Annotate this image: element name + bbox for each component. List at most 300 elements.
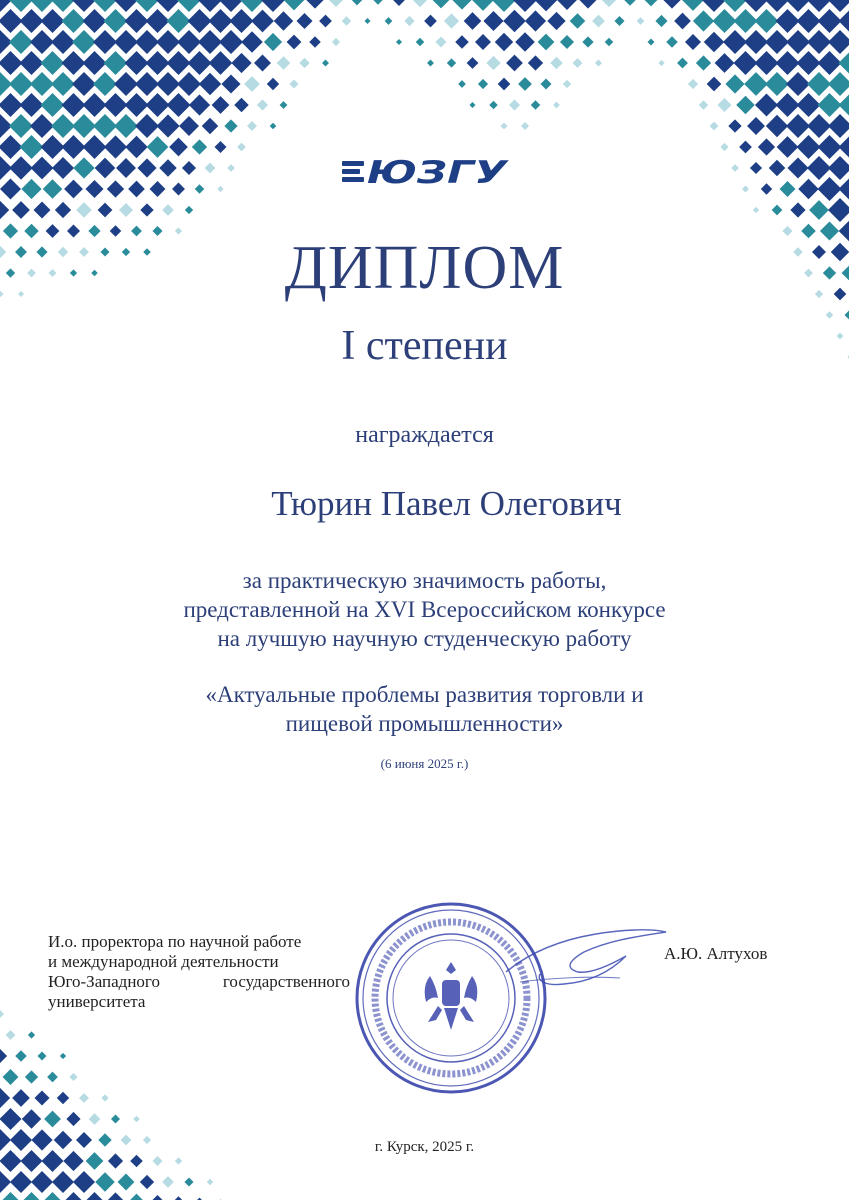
pattern-diamond	[0, 51, 23, 75]
pattern-diamond	[135, 114, 159, 138]
pattern-diamond	[550, 57, 563, 70]
pattern-diamond	[755, 51, 779, 75]
pattern-diamond	[172, 1196, 185, 1200]
pattern-diamond	[707, 77, 722, 92]
pattern-diamond	[21, 1192, 43, 1200]
pattern-diamond	[557, 0, 577, 10]
pattern-diamond	[416, 38, 425, 47]
pattern-diamond	[396, 39, 402, 45]
pattern-diamond	[602, 0, 616, 7]
pattern-diamond	[797, 93, 821, 117]
pattern-diamond	[818, 9, 842, 33]
pattern-diamond	[807, 114, 831, 138]
pattern-diamond	[130, 1155, 143, 1168]
pattern-diamond	[254, 55, 271, 72]
pattern-diamond	[464, 12, 482, 30]
pattern-diamond	[535, 0, 558, 11]
pattern-diamond	[42, 1192, 64, 1200]
pattern-diamond	[786, 72, 810, 96]
pattern-diamond	[257, 99, 268, 110]
pattern-diamond	[34, 1090, 49, 1105]
pattern-diamond	[104, 9, 128, 33]
awarded-label: награждается	[355, 422, 494, 448]
pattern-diamond	[51, 72, 75, 96]
pattern-diamond	[528, 55, 543, 70]
pattern-diamond	[828, 30, 849, 54]
pattern-diamond	[153, 1156, 163, 1166]
pattern-diamond	[452, 0, 471, 10]
pattern-diamond	[486, 56, 500, 70]
place-and-year: г. Курск, 2025 г.	[374, 1139, 475, 1155]
pattern-diamond	[352, 0, 363, 5]
pattern-diamond	[0, 1192, 22, 1200]
pattern-diamond	[51, 114, 75, 138]
pattern-diamond	[287, 35, 302, 50]
pattern-diamond	[447, 58, 456, 67]
pattern-diamond	[495, 33, 513, 51]
logo-stripes	[342, 161, 364, 182]
signature-icon	[500, 912, 670, 1002]
pattern-diamond	[424, 15, 437, 28]
pattern-diamond	[553, 102, 560, 109]
pattern-diamond	[212, 96, 230, 114]
pattern-diamond	[786, 114, 810, 138]
pattern-diamond	[118, 1174, 135, 1191]
pattern-diamond	[807, 30, 831, 54]
pattern-diamond	[573, 58, 583, 68]
pattern-diamond	[10, 1171, 32, 1193]
pattern-diamond	[274, 11, 293, 30]
pattern-diamond	[734, 9, 758, 33]
pattern-diamond	[38, 1052, 47, 1061]
pattern-diamond	[306, 0, 323, 9]
pattern-diamond	[489, 101, 497, 109]
pattern-diamond	[717, 98, 731, 112]
pattern-diamond	[790, 202, 805, 217]
pattern-diamond	[12, 201, 30, 219]
pattern-diamond	[818, 93, 842, 117]
pattern-diamond	[146, 93, 170, 117]
pattern-diamond	[15, 1050, 27, 1062]
pattern-diamond	[595, 59, 602, 66]
pattern-diamond	[525, 10, 546, 31]
award-reason-line: на лучшую научную студенческую работу	[217, 626, 632, 651]
pattern-diamond	[6, 1030, 16, 1040]
pattern-diamond	[776, 93, 800, 117]
pattern-diamond	[299, 58, 309, 68]
pattern-diamond	[219, 0, 243, 12]
pattern-diamond	[76, 202, 92, 218]
recipient-name: Тюрин Павел Олегович	[271, 484, 622, 523]
pattern-diamond	[786, 0, 810, 12]
pattern-diamond	[188, 51, 212, 75]
pattern-diamond	[83, 93, 107, 117]
pattern-diamond	[73, 1171, 95, 1193]
signatory-position-line	[48, 972, 350, 992]
pattern-diamond	[231, 53, 251, 73]
pattern-diamond	[44, 1111, 61, 1128]
pattern-diamond	[828, 72, 849, 96]
pattern-diamond	[93, 30, 117, 54]
pattern-diamond	[66, 1112, 80, 1126]
pattern-diamond	[240, 0, 264, 12]
pattern-diamond	[189, 94, 210, 115]
pattern-diamond	[677, 58, 688, 69]
pattern-diamond	[30, 114, 54, 138]
pattern-diamond	[319, 15, 332, 28]
pattern-diamond	[30, 72, 54, 96]
pattern-diamond	[435, 36, 446, 47]
pattern-diamond	[0, 1108, 22, 1130]
signatory-word: государственного	[222, 972, 350, 991]
pattern-diamond	[592, 15, 605, 28]
pattern-diamond	[202, 118, 219, 135]
pattern-diamond	[766, 115, 788, 137]
coat-of-arms-icon	[425, 962, 478, 1030]
pattern-diamond	[826, 311, 833, 318]
pattern-diamond	[69, 1073, 77, 1081]
pattern-diamond	[413, 0, 427, 7]
pattern-diamond	[93, 114, 117, 138]
pattern-diamond	[63, 1192, 85, 1200]
pattern-diamond	[167, 93, 191, 117]
pattern-diamond	[472, 0, 494, 11]
pattern-diamond	[28, 1031, 35, 1038]
diploma-title: ДИПЛОМ	[284, 234, 565, 302]
pattern-diamond	[167, 51, 191, 75]
pattern-diamond	[234, 98, 248, 112]
pattern-diamond	[786, 30, 810, 54]
pattern-diamond	[25, 1070, 38, 1083]
pattern-diamond	[72, 0, 96, 12]
pattern-diamond	[156, 0, 180, 12]
pattern-diamond	[251, 10, 274, 33]
pattern-diamond	[104, 93, 128, 117]
pattern-diamond	[241, 31, 263, 53]
pattern-diamond	[538, 34, 555, 51]
pattern-diamond	[0, 201, 9, 219]
pattern-diamond	[531, 100, 540, 109]
pattern-diamond	[101, 1094, 108, 1101]
signatory-name: А.Ю. Алтухов	[664, 944, 768, 963]
pattern-diamond	[104, 51, 128, 75]
pattern-diamond	[467, 57, 479, 69]
pattern-diamond	[83, 9, 107, 33]
pattern-diamond	[501, 123, 508, 130]
pattern-diamond	[114, 114, 138, 138]
pattern-diamond	[723, 0, 747, 12]
contest-name-line: пищевой промышленности»	[285, 711, 564, 736]
pattern-diamond	[710, 122, 719, 131]
pattern-diamond	[51, 0, 75, 12]
pattern-diamond	[839, 93, 849, 117]
pattern-diamond	[753, 207, 759, 213]
pattern-diamond	[828, 0, 849, 12]
pattern-diamond	[140, 1175, 154, 1189]
pattern-diamond	[114, 0, 138, 12]
pattern-diamond	[284, 0, 305, 10]
pattern-diamond	[188, 9, 212, 33]
pattern-diamond	[114, 72, 138, 96]
pattern-diamond	[747, 117, 765, 135]
pattern-diamond	[765, 0, 789, 12]
pattern-diamond	[224, 119, 237, 132]
pattern-diamond	[89, 1113, 101, 1125]
pattern-diamond	[515, 32, 535, 52]
pattern-diamond	[0, 1171, 11, 1193]
pattern-diamond	[95, 1172, 114, 1191]
diploma-degree: I степени	[341, 323, 508, 369]
pattern-diamond	[720, 143, 728, 151]
pattern-diamond	[9, 30, 33, 54]
event-date: (6 июня 2025 г.)	[380, 756, 469, 771]
pattern-diamond	[322, 60, 329, 67]
pattern-diamond	[41, 51, 65, 75]
pattern-diamond	[513, 0, 537, 12]
pattern-diamond	[55, 202, 71, 218]
pattern-diamond	[127, 1194, 146, 1200]
pattern-diamond	[30, 0, 54, 12]
pattern-diamond	[47, 1072, 58, 1083]
pattern-diamond	[20, 51, 44, 75]
pattern-diamond	[723, 30, 747, 54]
pattern-diamond	[9, 114, 33, 138]
pattern-diamond	[0, 9, 23, 33]
pattern-diamond	[547, 12, 565, 30]
pattern-diamond	[605, 38, 614, 47]
pattern-diamond	[261, 0, 285, 12]
award-reason-line: представленной на XVI Всероссийском конкурсе	[183, 597, 666, 622]
pattern-diamond	[93, 72, 117, 96]
pattern-diamond	[521, 122, 529, 130]
pattern-diamond	[125, 51, 149, 75]
pattern-diamond	[744, 72, 768, 96]
pattern-diamond	[797, 51, 821, 75]
pattern-diamond	[270, 123, 277, 130]
pattern-diamond	[776, 51, 800, 75]
award-reason	[0, 566, 849, 653]
pattern-diamond	[475, 34, 491, 50]
pattern-diamond	[20, 9, 44, 33]
pattern-diamond	[807, 72, 831, 96]
pattern-diamond	[755, 93, 778, 116]
pattern-diamond	[309, 36, 321, 48]
pattern-diamond	[725, 74, 744, 93]
pattern-diamond	[342, 16, 351, 25]
pattern-diamond	[772, 205, 783, 216]
pattern-diamond	[797, 9, 821, 33]
pattern-diamond	[540, 78, 551, 89]
pattern-diamond	[184, 1177, 193, 1186]
pattern-diamond	[219, 30, 243, 54]
pattern-diamond	[72, 30, 96, 54]
pattern-diamond	[469, 102, 475, 108]
pattern-diamond	[765, 30, 789, 54]
pattern-diamond	[125, 9, 149, 33]
pattern-diamond	[289, 79, 298, 88]
pattern-diamond	[167, 9, 191, 33]
pattern-diamond	[518, 77, 532, 91]
pattern-diamond	[455, 35, 469, 49]
pattern-diamond	[560, 35, 574, 49]
pattern-diamond	[247, 121, 257, 131]
pattern-diamond	[156, 114, 179, 137]
pattern-diamond	[839, 51, 849, 75]
pattern-diamond	[364, 18, 370, 24]
pattern-diamond	[807, 0, 831, 12]
pattern-diamond	[509, 100, 520, 111]
pattern-diamond	[658, 60, 664, 66]
logo-text: ЮЗГУ	[367, 155, 510, 191]
pattern-diamond	[280, 101, 288, 109]
pattern-diamond	[177, 30, 201, 54]
pattern-diamond	[614, 16, 624, 26]
pattern-diamond	[30, 30, 54, 54]
contest-name	[0, 680, 849, 738]
pattern-diamond	[685, 34, 701, 50]
pattern-diamond	[264, 33, 282, 51]
pattern-diamond	[209, 51, 233, 75]
pattern-diamond	[563, 80, 571, 88]
pattern-diamond	[267, 78, 279, 90]
pattern-diamond	[41, 93, 65, 117]
pattern-diamond	[149, 1195, 165, 1200]
pattern-diamond	[62, 9, 86, 33]
pattern-diamond	[655, 15, 667, 27]
pattern-diamond	[162, 204, 174, 216]
pattern-diamond	[809, 200, 829, 220]
pattern-diamond	[744, 30, 768, 54]
pattern-diamond	[818, 51, 842, 75]
pattern-diamond	[9, 72, 33, 96]
pattern-diamond	[570, 13, 586, 29]
pattern-diamond	[744, 0, 768, 12]
pattern-diamond	[199, 73, 221, 95]
pattern-diamond	[105, 1192, 126, 1200]
pattern-diamond	[221, 74, 240, 93]
pattern-diamond	[135, 30, 159, 54]
pattern-diamond	[156, 72, 180, 96]
pattern-diamond	[734, 51, 758, 75]
pattern-diamond	[98, 203, 113, 218]
pattern-diamond	[373, 0, 382, 5]
pattern-diamond	[645, 0, 658, 6]
pattern-diamond	[41, 9, 65, 33]
pattern-diamond	[179, 116, 199, 136]
pattern-diamond	[0, 1049, 7, 1063]
pattern-diamond	[79, 1093, 89, 1103]
pattern-diamond	[209, 9, 233, 33]
pattern-diamond	[579, 0, 596, 9]
pattern-diamond	[207, 1179, 214, 1186]
pattern-diamond	[776, 9, 800, 33]
pattern-diamond	[60, 1053, 66, 1059]
pattern-diamond	[715, 53, 735, 73]
pattern-diamond	[503, 10, 526, 33]
pattern-diamond	[427, 60, 434, 67]
pattern-diamond	[0, 93, 23, 117]
university-logo	[0, 152, 849, 192]
pattern-diamond	[57, 1092, 69, 1104]
pattern-diamond	[140, 203, 153, 216]
pattern-diamond	[492, 0, 516, 12]
pattern-diamond	[332, 38, 340, 46]
signatory-word: Юго-Западного	[48, 972, 160, 991]
pattern-diamond	[663, 0, 680, 9]
pattern-diamond	[648, 39, 655, 46]
pattern-diamond	[62, 93, 86, 117]
pattern-diamond	[385, 17, 393, 25]
pattern-diamond	[444, 13, 459, 28]
pattern-diamond	[828, 114, 849, 138]
pattern-diamond	[277, 56, 291, 70]
pattern-diamond	[72, 72, 96, 96]
pattern-diamond	[624, 0, 636, 6]
pattern-diamond	[119, 203, 133, 217]
pattern-diamond	[736, 96, 755, 115]
pattern-diamond	[114, 30, 138, 54]
pattern-diamond	[393, 0, 405, 6]
pattern-diamond	[765, 72, 789, 96]
pattern-diamond	[175, 1157, 182, 1164]
pattern-diamond	[135, 0, 159, 12]
pattern-diamond	[198, 0, 222, 12]
pattern-diamond	[111, 1114, 120, 1123]
pattern-diamond	[146, 51, 170, 75]
pattern-diamond	[12, 1089, 30, 1107]
signatory-position-line: университета	[48, 992, 146, 1011]
pattern-diamond	[62, 51, 86, 75]
pattern-diamond	[177, 0, 201, 12]
pattern-diamond	[33, 201, 50, 218]
pattern-diamond	[72, 114, 96, 138]
signatory-position	[48, 932, 350, 1012]
pattern-diamond	[433, 0, 450, 8]
pattern-diamond	[296, 13, 312, 29]
pattern-diamond	[693, 10, 714, 31]
pattern-diamond	[637, 17, 645, 25]
pattern-diamond	[713, 9, 737, 33]
pattern-diamond	[666, 36, 677, 47]
pattern-diamond	[674, 13, 691, 30]
pattern-diamond	[828, 198, 849, 222]
award-reason-line: за практическую значимость работы,	[242, 568, 607, 593]
pattern-diamond	[0, 1010, 4, 1018]
pattern-diamond	[329, 0, 343, 7]
pattern-diamond	[20, 93, 44, 117]
pattern-diamond	[506, 55, 523, 72]
signatory-position-line: и международной деятельности	[48, 952, 279, 971]
pattern-diamond	[52, 1171, 74, 1193]
pattern-diamond	[146, 9, 170, 33]
pattern-diamond	[51, 30, 75, 54]
pattern-diamond	[702, 0, 726, 12]
pattern-diamond	[185, 206, 193, 214]
pattern-diamond	[483, 11, 503, 31]
pattern-diamond	[688, 79, 698, 89]
pattern-diamond	[478, 79, 488, 89]
pattern-diamond	[839, 9, 849, 33]
pattern-diamond	[498, 78, 511, 91]
pattern-diamond	[9, 0, 33, 12]
pattern-diamond	[162, 1176, 174, 1188]
pattern-diamond	[0, 1088, 10, 1108]
pattern-diamond	[404, 16, 414, 26]
pattern-diamond	[230, 9, 254, 33]
pattern-diamond	[198, 30, 222, 54]
pattern-diamond	[22, 1109, 41, 1128]
pattern-diamond	[135, 72, 159, 96]
